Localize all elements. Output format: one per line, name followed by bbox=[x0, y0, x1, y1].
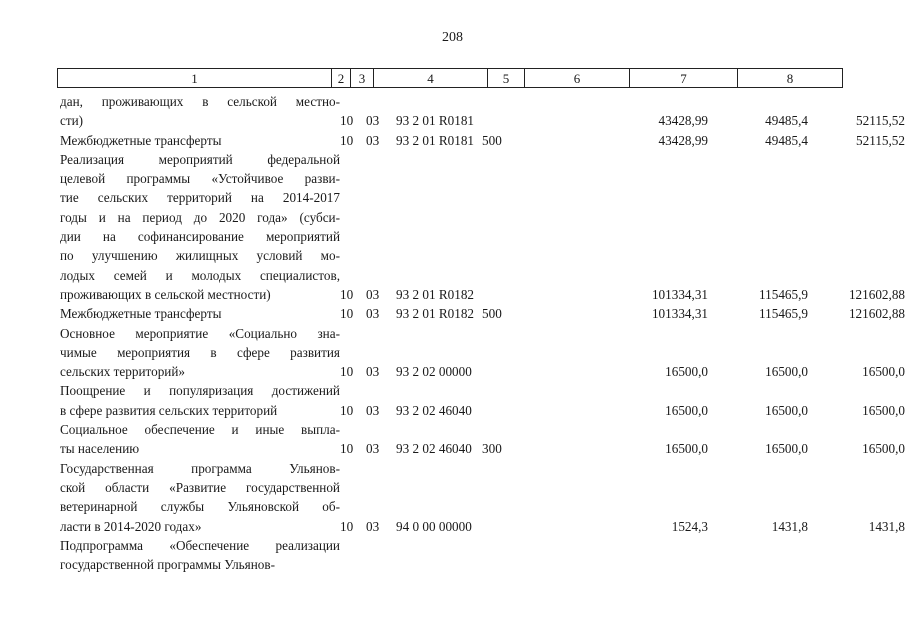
col-8-amount: 16500,0 bbox=[862, 402, 905, 418]
row-description-line: ты населению bbox=[60, 441, 140, 457]
row-description-line: дии на софинансирование мероприятий bbox=[60, 229, 340, 245]
col-8-amount: 121602,88 bbox=[848, 286, 905, 302]
col-2-value: 10 bbox=[340, 132, 354, 148]
col-6-amount: 16500,0 bbox=[665, 441, 708, 457]
col-2-value: 10 bbox=[340, 306, 354, 322]
col-7-amount bbox=[708, 555, 808, 574]
col-7-amount: 1431,8 bbox=[771, 518, 808, 534]
row-description-line: Реализация мероприятий федеральной bbox=[60, 151, 340, 167]
row-description-line: ласти в 2014-2020 годах» bbox=[60, 518, 202, 534]
row-description-line: по улучшению жилищных условий мо- bbox=[60, 248, 340, 264]
col-3-value bbox=[366, 555, 396, 574]
row-description-line: Государственная программа Ульянов- bbox=[60, 460, 340, 476]
row-description-line: Межбюджетные трансферты bbox=[60, 132, 222, 148]
col-8-amount: 121602,88 bbox=[848, 306, 905, 322]
col-8-amount: 52115,52 bbox=[856, 132, 905, 148]
row-description-line: тие сельских территорий на 2014-2017 bbox=[60, 190, 340, 206]
col-8-amount bbox=[808, 555, 905, 574]
header-col-4: 4 bbox=[427, 71, 434, 86]
col-4-code: 93 2 01 R0182 bbox=[396, 286, 475, 302]
col-2-value: 10 bbox=[340, 286, 354, 302]
header-col-8: 8 bbox=[786, 71, 794, 86]
col-4-code: 93 2 01 R0182 bbox=[396, 306, 475, 322]
row-description-line: ской области «Развитие государственной bbox=[60, 479, 340, 495]
row-description-line: ветеринарной службы Ульяновской об- bbox=[60, 499, 340, 515]
col-3-value: 03 bbox=[366, 402, 380, 418]
row-description-line: сельских территорий» bbox=[60, 364, 186, 380]
col-3-value: 03 bbox=[366, 364, 380, 380]
col-7-amount: 16500,0 bbox=[765, 441, 808, 457]
col-2-value: 10 bbox=[340, 402, 354, 418]
col-8-amount: 1431,8 bbox=[868, 518, 905, 534]
col-4-code bbox=[396, 555, 482, 574]
col-2-value: 10 bbox=[340, 364, 354, 380]
col-6-amount: 1524,3 bbox=[671, 518, 708, 534]
col-3-value: 03 bbox=[366, 286, 380, 302]
col-7-amount: 16500,0 bbox=[765, 402, 808, 418]
row-description-line: чимые мероприятия в сфере развития bbox=[60, 344, 340, 360]
col-5-value bbox=[482, 111, 518, 130]
col-5-value bbox=[482, 401, 518, 420]
col-8-amount: 16500,0 bbox=[862, 364, 905, 380]
col-6-amount: 16500,0 bbox=[665, 364, 708, 380]
col-7-amount: 49485,4 bbox=[765, 113, 808, 129]
row-description-line: Поощрение и популяризация достижений bbox=[60, 383, 340, 399]
col-3-value: 03 bbox=[366, 132, 380, 148]
row-description-line: годы и на период до 2020 года» (субси- bbox=[60, 209, 340, 225]
col-4-code: 93 2 02 46040 bbox=[396, 441, 472, 457]
col-2-value: 10 bbox=[340, 113, 354, 129]
col-8-amount: 52115,52 bbox=[856, 113, 905, 129]
col-3-value: 03 bbox=[366, 441, 380, 457]
row-description-line: целевой программы «Устойчивое разви- bbox=[60, 171, 340, 187]
col-5-value bbox=[482, 517, 518, 536]
col-5-value bbox=[482, 362, 518, 381]
row-description-line: в сфере развития сельских территорий bbox=[60, 402, 278, 418]
col-7-amount: 49485,4 bbox=[765, 132, 808, 148]
header-col-2: 2 bbox=[337, 71, 345, 86]
col-4-code: 94 0 00 00000 bbox=[396, 518, 472, 534]
col-7-amount: 115465,9 bbox=[759, 306, 808, 322]
col-3-value: 03 bbox=[366, 306, 380, 322]
row-description-line: сти) bbox=[60, 113, 84, 129]
col-4-code: 93 2 02 46040 bbox=[396, 402, 472, 418]
row-description-line: Основное мероприятие «Социально зна- bbox=[60, 325, 340, 341]
col-6-amount: 101334,31 bbox=[651, 286, 708, 302]
col-7-amount: 16500,0 bbox=[765, 364, 808, 380]
row-description-line: проживающих в сельской местности) bbox=[60, 286, 271, 302]
col-6-amount: 101334,31 bbox=[651, 306, 708, 322]
col-6-amount bbox=[518, 555, 708, 574]
header-col-7: 7 bbox=[680, 71, 687, 86]
col-6-amount: 16500,0 bbox=[665, 402, 708, 418]
col-5-value: 300 bbox=[482, 441, 502, 457]
header-col-6: 6 bbox=[573, 71, 581, 86]
header-col-5: 5 bbox=[502, 71, 510, 86]
col-4-code: 93 2 01 R0181 bbox=[396, 132, 475, 148]
page-number: 208 bbox=[442, 30, 463, 45]
col-8-amount: 16500,0 bbox=[862, 441, 905, 457]
row-description-line: дан, проживающих в сельской местно- bbox=[60, 94, 340, 109]
col-3-value: 03 bbox=[366, 113, 380, 129]
header-col-1: 1 bbox=[191, 71, 198, 86]
col-2-value: 10 bbox=[340, 518, 354, 534]
row-description-line: государственной программы Ульянов- bbox=[60, 557, 276, 573]
row-description-line: лодых семей и молодых специалистов, bbox=[60, 267, 340, 283]
col-5-value: 500 bbox=[482, 306, 502, 322]
col-5-value: 500 bbox=[482, 132, 502, 148]
col-3-value: 03 bbox=[366, 518, 380, 534]
col-5-value bbox=[482, 285, 518, 304]
budget-table-body bbox=[0, 92, 905, 574]
col-7-amount: 115465,9 bbox=[759, 286, 808, 302]
col-5-value bbox=[482, 555, 518, 574]
header-col-3: 3 bbox=[358, 71, 366, 86]
col-6-amount: 43428,99 bbox=[658, 132, 708, 148]
table-header bbox=[57, 68, 843, 88]
col-6-amount: 43428,99 bbox=[658, 113, 708, 129]
col-2-value: 10 bbox=[340, 441, 354, 457]
col-4-code: 93 2 01 R0181 bbox=[396, 113, 475, 129]
col-2-value bbox=[340, 555, 366, 574]
row-description-line: Социальное обеспечение и иные выпла- bbox=[60, 422, 340, 438]
col-4-code: 93 2 02 00000 bbox=[396, 364, 472, 380]
row-description-line: Подпрограмма «Обеспечение реализации bbox=[60, 537, 340, 553]
row-description-line: Межбюджетные трансферты bbox=[60, 306, 222, 322]
